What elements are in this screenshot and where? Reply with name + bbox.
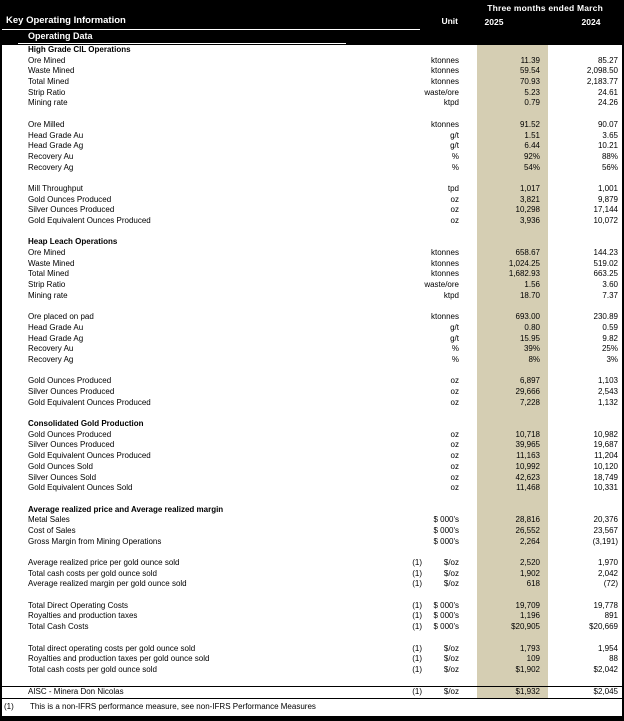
unit-cell: g/t	[450, 130, 459, 140]
table-row	[2, 334, 622, 345]
footnote-ref: (1)	[412, 558, 422, 567]
column-header-2025: 2025	[484, 17, 504, 27]
spacer-row	[2, 547, 622, 558]
unit-cell: g/t	[450, 141, 459, 151]
value-2024: 17,144	[593, 205, 618, 215]
value-2024: 19,778	[593, 600, 618, 610]
value-2025: $1,902	[515, 664, 540, 674]
value-2025: 3,936	[519, 216, 540, 225]
spacer-row	[2, 109, 622, 120]
value-2025: 693.00	[515, 312, 540, 322]
unit-cell: oz	[450, 429, 459, 439]
unit-cell: ktonnes	[430, 66, 459, 76]
column-header-2024: 2024	[581, 17, 601, 27]
section-title: Heap Leach Operations	[28, 237, 118, 247]
unit-cell: ktpd	[443, 290, 459, 300]
section-title: Consolidated Gold Production	[28, 419, 144, 429]
value-2025: 1.56	[524, 280, 540, 290]
table-row	[2, 537, 622, 548]
value-2025: 92%	[523, 151, 540, 161]
value-2024: 85.27	[597, 55, 618, 65]
row-label: Head Grade Ag	[28, 141, 84, 151]
table-row	[2, 280, 622, 291]
unit-cell: $ 000's	[433, 600, 459, 610]
table-row	[2, 611, 622, 622]
value-2024: 9.82	[602, 333, 618, 343]
table-row	[2, 120, 622, 131]
value-2025: 39,965	[515, 440, 540, 450]
unit-cell: tpd	[447, 183, 459, 193]
table-row	[2, 451, 622, 462]
value-2024: $2,042	[593, 664, 618, 674]
table-row	[2, 644, 622, 655]
value-2025: 10,298	[515, 205, 540, 215]
table-row	[2, 184, 622, 195]
value-2024: 10,331	[593, 483, 618, 493]
value-2025: 1.51	[524, 130, 540, 140]
table-row	[2, 131, 622, 142]
value-2025: 11,468	[516, 483, 540, 493]
row-label: Total Mined	[28, 269, 69, 279]
row-label: Royalties and production taxes	[28, 611, 138, 621]
row-label: Average realized price per gold ounce sold	[28, 558, 180, 567]
value-2024: 25%	[601, 344, 618, 354]
row-label: Strip Ratio	[28, 87, 66, 97]
row-label: Total direct operating costs per gold ounce sold	[28, 643, 196, 653]
table-row	[2, 569, 622, 580]
unit-cell: waste/ore	[424, 87, 459, 97]
row-label: Waste Mined	[28, 66, 75, 76]
footnote-ref: (1)	[412, 579, 422, 589]
value-2025: 0.80	[524, 322, 540, 332]
value-2024: 18,749	[593, 472, 618, 482]
unit-cell: ktonnes	[430, 312, 459, 322]
value-2025: 2,520	[519, 558, 540, 567]
table-row	[2, 558, 622, 569]
period-header: Three months ended March	[487, 3, 603, 13]
value-2025: 1,793	[519, 643, 540, 653]
unit-cell: oz	[450, 451, 459, 461]
value-2024: 2,543	[597, 387, 618, 396]
table-row	[2, 77, 622, 88]
value-2024: 10,982	[593, 429, 618, 439]
unit-cell: %	[451, 151, 459, 161]
value-2024: 23,567	[593, 525, 618, 535]
row-label: Gold Equivalent Ounces Produced	[28, 451, 151, 461]
unit-cell: $/oz	[443, 664, 459, 674]
unit-cell: oz	[450, 461, 459, 471]
unit-cell: oz	[450, 194, 459, 204]
value-2025: 1,017	[519, 183, 540, 193]
value-2025: 39%	[523, 344, 540, 354]
unit-cell: %	[451, 162, 459, 172]
value-2025: 658.67	[515, 248, 540, 258]
value-2024: 1,132	[597, 397, 618, 407]
unit-cell: %	[451, 354, 459, 364]
table-row	[2, 515, 622, 526]
row-label: Gold Equivalent Ounces Sold	[28, 483, 133, 493]
table-row	[2, 152, 622, 163]
value-2025: 109	[526, 654, 540, 664]
row-label: Mining rate	[28, 290, 68, 300]
value-2024: 2,098.50	[586, 66, 618, 76]
value-2024: 1,103	[597, 376, 618, 386]
row-label: Recovery Ag	[28, 354, 74, 364]
unit-cell: $ 000's	[433, 611, 459, 621]
column-header-unit: Unit	[441, 16, 458, 26]
unit-cell: $ 000's	[433, 525, 459, 535]
page-title: Key Operating Information	[6, 15, 126, 26]
row-label: Silver Ounces Sold	[28, 472, 97, 482]
value-2025: 6,897	[519, 376, 540, 386]
value-2025: 11.39	[520, 55, 540, 65]
table-row	[2, 291, 622, 302]
unit-cell: oz	[450, 440, 459, 450]
value-2024: 3%	[606, 354, 618, 364]
spacer-row	[2, 590, 622, 601]
row-label: Head Grade Ag	[28, 333, 84, 343]
row-label: Waste Mined	[28, 258, 75, 268]
unit-cell: ktonnes	[430, 248, 459, 258]
row-label: Silver Ounces Produced	[28, 440, 115, 450]
unit-cell: ktonnes	[430, 269, 459, 279]
value-2025: 59.54	[519, 66, 540, 76]
value-2024: 10,120	[593, 461, 618, 471]
subtitle-underline	[18, 43, 346, 44]
row-label: Ore Milled	[28, 119, 65, 129]
value-2024: 663.25	[593, 269, 618, 279]
value-2025: 6.44	[524, 141, 540, 151]
value-2024: 11,204	[594, 451, 618, 461]
table-row	[2, 269, 622, 280]
table-row	[2, 163, 622, 174]
row-label: Gold Ounces Sold	[28, 461, 93, 471]
row-label: Mill Throughput	[28, 183, 83, 193]
value-2024: $2,045	[593, 687, 618, 697]
value-2024: (72)	[603, 579, 618, 589]
unit-cell: oz	[450, 483, 459, 493]
value-2025: 54%	[523, 162, 540, 172]
unit-cell: $/oz	[443, 558, 459, 567]
section-header-row	[2, 505, 622, 516]
row-label: Gold Ounces Produced	[28, 429, 112, 439]
value-2025: 8%	[528, 354, 540, 364]
table-body	[2, 45, 622, 697]
value-2024: 2,042	[597, 568, 618, 578]
row-label: Silver Ounces Produced	[28, 205, 115, 215]
section-subtitle: Operating Data	[28, 31, 93, 41]
table-row	[2, 579, 622, 590]
value-2025: 28,816	[515, 515, 540, 525]
value-2024: 90.07	[597, 119, 618, 129]
spacer-row	[2, 366, 622, 377]
row-label: Recovery Au	[28, 344, 74, 354]
value-2025: 0.79	[524, 98, 540, 108]
value-2025: 1,902	[519, 568, 540, 578]
value-2024: 10.21	[597, 141, 618, 151]
footnote-ref: (1)	[412, 687, 422, 697]
value-2025: 70.93	[519, 77, 540, 87]
table-row	[2, 344, 622, 355]
row-label: Average realized margin per gold ounce sold	[28, 579, 187, 589]
table-row	[2, 259, 622, 270]
footnote-text: This is a non-IFRS performance measure, see non-IFRS Performance Measures	[30, 702, 316, 711]
value-2025: 10,992	[515, 461, 540, 471]
value-2024: 144.23	[593, 248, 618, 258]
unit-cell: $/oz	[443, 568, 459, 578]
row-label: Ore Mined	[28, 55, 66, 65]
value-2024: 9,879	[597, 194, 618, 204]
row-label: Silver Ounces Produced	[28, 387, 115, 396]
value-2024: 1,954	[597, 643, 618, 653]
footnote-ref: (1)	[412, 611, 422, 621]
row-label: Royalties and production taxes per gold ounce sold	[28, 654, 210, 664]
footnote-ref: (1)	[412, 643, 422, 653]
table-row	[2, 430, 622, 441]
section-title: High Grade CIL Operations	[28, 45, 131, 54]
table-row	[2, 483, 622, 494]
value-2024: 88	[609, 654, 618, 664]
value-2025: 1,682.93	[508, 269, 540, 279]
unit-cell: ktonnes	[430, 258, 459, 268]
row-label: Gold Equivalent Ounces Produced	[28, 397, 151, 407]
row-label: Total cash costs per gold ounce sold	[28, 568, 157, 578]
table-row	[2, 248, 622, 259]
table-row	[2, 686, 622, 697]
row-label: Recovery Au	[28, 151, 74, 161]
footnote-ref: (1)	[412, 654, 422, 664]
row-label: Total Mined	[28, 77, 69, 87]
row-label: Total Direct Operating Costs	[28, 600, 129, 610]
value-2025: 3,821	[519, 194, 540, 204]
table-row	[2, 601, 622, 612]
value-2025: 10,718	[515, 429, 540, 439]
spacer-row	[2, 302, 622, 313]
unit-cell: $/oz	[443, 654, 459, 664]
unit-cell: oz	[450, 387, 459, 396]
table-row	[2, 141, 622, 152]
row-label: Head Grade Au	[28, 322, 84, 332]
spacer-row	[2, 408, 622, 419]
footnote	[2, 698, 622, 716]
value-2024: 3.65	[602, 130, 618, 140]
unit-cell: oz	[450, 397, 459, 407]
row-label: Metal Sales	[28, 515, 70, 525]
value-2024: $20,669	[589, 622, 618, 632]
table-row	[2, 462, 622, 473]
value-2025: 91.52	[519, 119, 540, 129]
table-row	[2, 526, 622, 537]
value-2025: 2,264	[519, 536, 540, 546]
footnote-ref: (1)	[412, 600, 422, 610]
spacer-row	[2, 676, 622, 687]
table-row	[2, 205, 622, 216]
unit-cell: oz	[450, 376, 459, 386]
table-row	[2, 56, 622, 67]
value-2025: 618	[526, 579, 540, 589]
value-2025: 19,709	[515, 600, 540, 610]
unit-cell: oz	[450, 216, 459, 225]
table-row	[2, 398, 622, 409]
unit-cell: ktonnes	[430, 77, 459, 87]
section-title: Average realized price and Average realized margin	[28, 504, 224, 514]
section-header-row	[2, 45, 622, 56]
table-row	[2, 66, 622, 77]
value-2024: 24.26	[597, 98, 618, 108]
row-label: Recovery Ag	[28, 162, 74, 172]
value-2025: 5.23	[524, 87, 540, 97]
value-2024: (3,191)	[592, 536, 618, 546]
value-2024: 0.59	[602, 322, 618, 332]
row-label: Ore Mined	[28, 248, 66, 258]
value-2024: 3.60	[602, 280, 618, 290]
value-2024: 20,376	[593, 515, 618, 525]
row-label: Gold Equivalent Ounces Produced	[28, 216, 151, 225]
value-2025: $1,932	[515, 687, 540, 697]
table-row	[2, 312, 622, 323]
spacer-row	[2, 173, 622, 184]
unit-cell: %	[451, 344, 459, 354]
table-row	[2, 473, 622, 484]
table-row	[2, 376, 622, 387]
unit-cell: waste/ore	[424, 280, 459, 290]
value-2025: $20,905	[511, 622, 540, 632]
section-header-row	[2, 419, 622, 430]
value-2025: 1,024.25	[508, 258, 540, 268]
value-2024: 230.89	[593, 312, 618, 322]
footnote-marker: (1)	[4, 702, 14, 711]
value-2024: 88%	[601, 151, 618, 161]
table-row	[2, 88, 622, 99]
footnote-ref: (1)	[412, 568, 422, 578]
value-2024: 10,072	[593, 216, 618, 225]
table-row	[2, 654, 622, 665]
row-label: Total Cash Costs	[28, 622, 89, 632]
unit-cell: ktpd	[443, 98, 459, 108]
unit-cell: $/oz	[443, 643, 459, 653]
value-2024: 1,970	[597, 558, 618, 567]
row-label: AISC - Minera Don Nicolas	[28, 687, 124, 697]
table-row	[2, 622, 622, 633]
value-2024: 1,001	[597, 183, 618, 193]
table-row	[2, 387, 622, 398]
table-header-band	[2, 0, 622, 45]
row-label: Cost of Sales	[28, 525, 76, 535]
unit-cell: g/t	[450, 322, 459, 332]
section-header-row	[2, 237, 622, 248]
unit-cell: ktonnes	[430, 55, 459, 65]
row-label: Gold Ounces Produced	[28, 376, 112, 386]
table-row	[2, 323, 622, 334]
value-2024: 19,687	[593, 440, 618, 450]
value-2025: 42,623	[515, 472, 540, 482]
spacer-row	[2, 494, 622, 505]
value-2025: 29,666	[515, 387, 540, 396]
table-row	[2, 355, 622, 366]
value-2024: 24.61	[597, 87, 618, 97]
unit-cell: oz	[450, 205, 459, 215]
value-2024: 56%	[601, 162, 618, 172]
value-2024: 7.37	[602, 290, 618, 300]
value-2024: 891	[604, 611, 618, 621]
table-row	[2, 98, 622, 109]
table-row	[2, 216, 622, 227]
spacer-row	[2, 633, 622, 644]
unit-cell: $/oz	[443, 687, 459, 697]
value-2025: 26,552	[515, 525, 540, 535]
unit-cell: $/oz	[443, 579, 459, 589]
unit-cell: ktonnes	[430, 119, 459, 129]
unit-cell: $ 000's	[433, 536, 459, 546]
value-2024: 519.02	[593, 258, 618, 268]
value-2025: 11,163	[516, 451, 540, 461]
table-row	[2, 440, 622, 451]
row-label: Total cash costs per gold ounce sold	[28, 664, 157, 674]
table-row	[2, 195, 622, 206]
row-label: Head Grade Au	[28, 130, 84, 140]
row-label: Gold Ounces Produced	[28, 194, 112, 204]
unit-cell: $ 000's	[433, 622, 459, 632]
value-2025: 18.70	[519, 290, 540, 300]
unit-cell: g/t	[450, 333, 459, 343]
value-2025: 7,228	[519, 397, 540, 407]
unit-cell: oz	[450, 472, 459, 482]
value-2024: 2,183.77	[586, 77, 618, 87]
value-2025: 1,196	[519, 611, 540, 621]
value-2025: 15.95	[519, 333, 540, 343]
footnote-ref: (1)	[412, 664, 422, 674]
row-label: Ore placed on pad	[28, 312, 94, 322]
title-underline	[2, 29, 420, 30]
footnote-ref: (1)	[412, 622, 422, 632]
row-label: Mining rate	[28, 98, 68, 108]
row-label: Strip Ratio	[28, 280, 66, 290]
row-label: Gross Margin from Mining Operations	[28, 536, 162, 546]
unit-cell: $ 000's	[433, 515, 459, 525]
spacer-row	[2, 227, 622, 238]
table-row	[2, 665, 622, 676]
